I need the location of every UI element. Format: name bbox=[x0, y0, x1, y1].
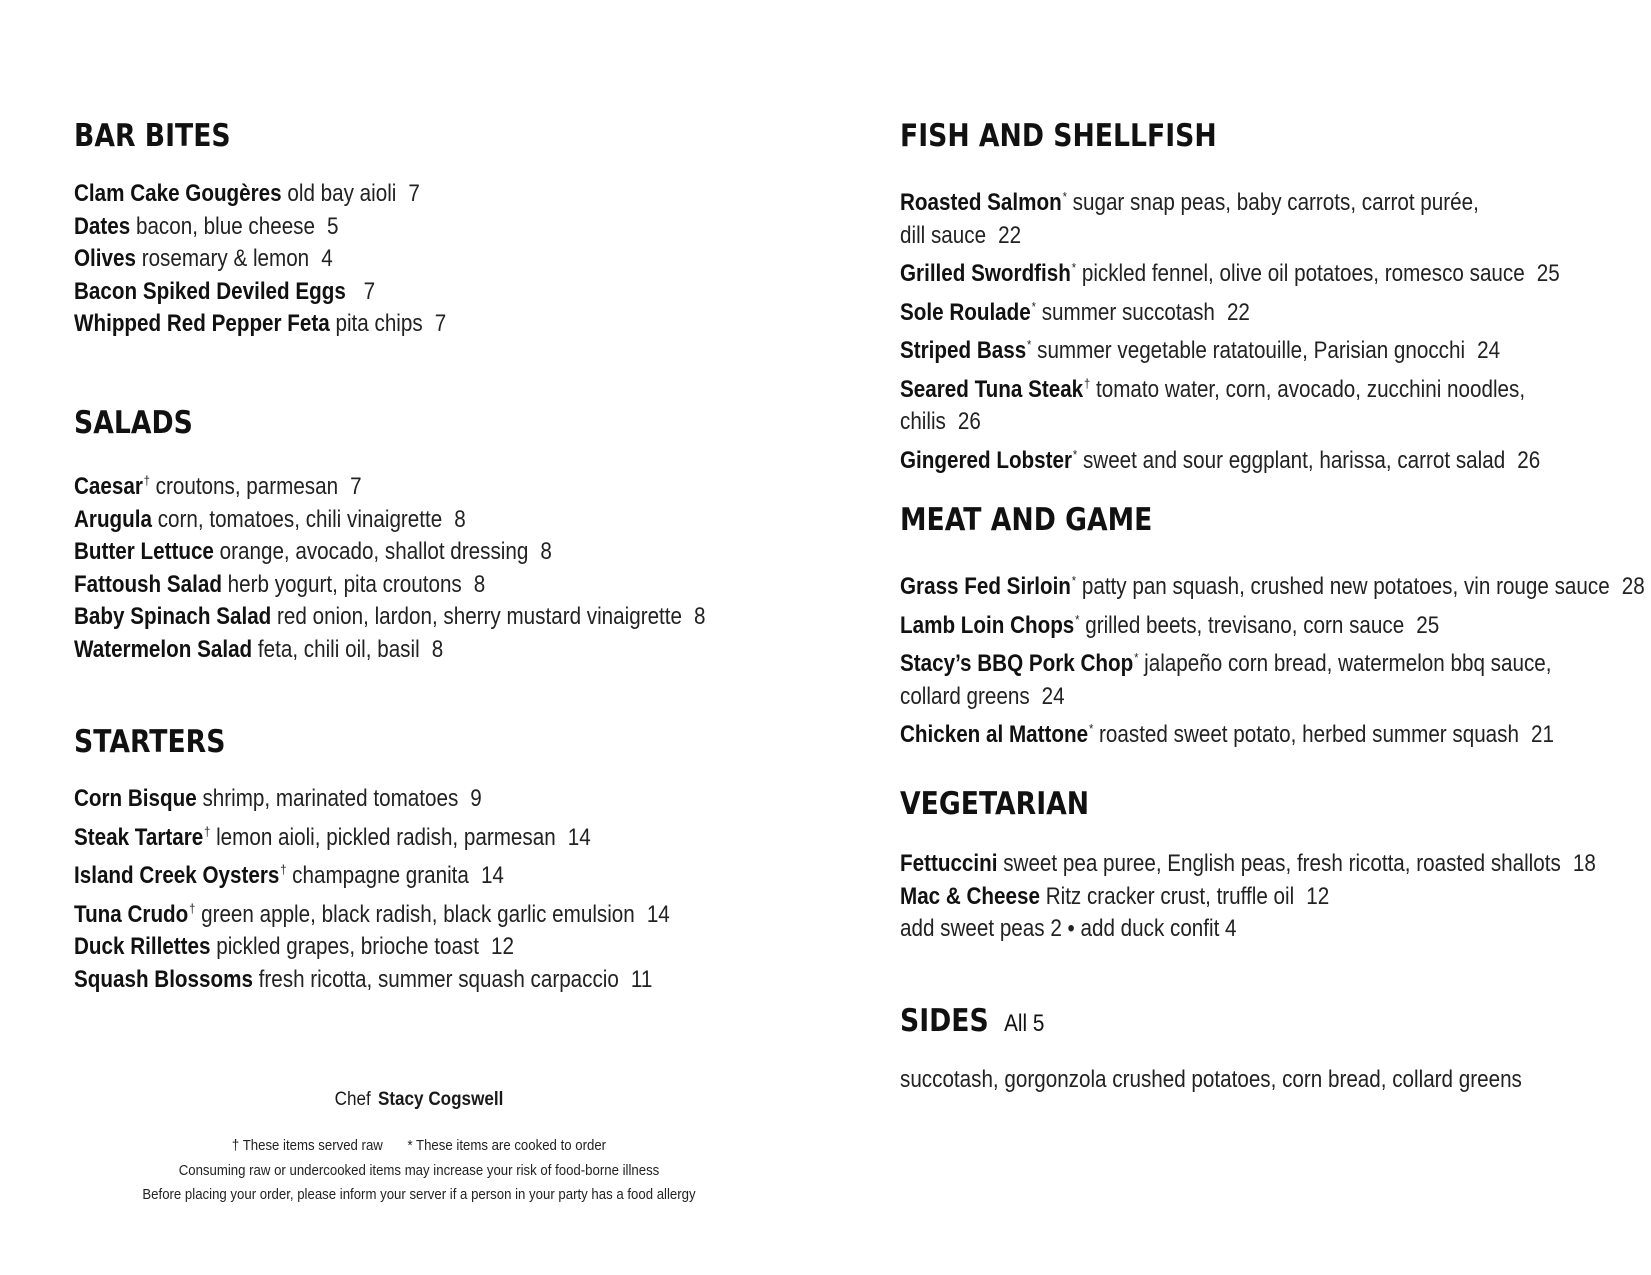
menu-item bbox=[74, 569, 706, 602]
menu-item-desc: roasted sweet potato, herbed summer squash bbox=[1099, 721, 1519, 748]
menu-item-name: Lamb Loin Chops bbox=[900, 611, 1075, 639]
menu-item bbox=[900, 713, 1645, 752]
menu-item-price: 4 bbox=[321, 245, 333, 272]
note-warning: Consuming raw or undercooked items may increase your risk of food-borne illness bbox=[178, 1161, 660, 1179]
sides-price: All 5 bbox=[1004, 1010, 1045, 1037]
menu-item bbox=[900, 329, 1560, 368]
menu-item-desc: sweet and sour eggplant, harissa, carrot salad bbox=[1082, 446, 1506, 474]
menu-item-mark: * bbox=[1071, 573, 1077, 588]
menu-item-mark: † bbox=[189, 900, 196, 916]
menu-item-desc: fresh ricotta, summer squash carpaccio bbox=[258, 965, 619, 993]
menu-item-mark: * bbox=[1075, 611, 1080, 627]
menu-item-desc: orange, avocado, shallot dressing bbox=[219, 538, 529, 565]
menu-item-name: Roasted Salmon bbox=[900, 189, 1062, 216]
menu-item-mark: * bbox=[1071, 260, 1077, 275]
menu-item bbox=[74, 634, 706, 667]
menu-item-price: 8 bbox=[431, 635, 444, 663]
note-legend bbox=[115, 1134, 722, 1159]
section-heading-salads: SALADS bbox=[74, 405, 193, 441]
vegetarian-list bbox=[900, 848, 1651, 946]
menu-item-desc: herb yogurt, pita croutons bbox=[227, 570, 462, 598]
menu-item-price: 24 bbox=[1477, 337, 1501, 364]
menu-item bbox=[900, 252, 1560, 291]
menu-item-price: 24 bbox=[1041, 682, 1065, 710]
menu-item-name: Seared Tuna Steak bbox=[900, 375, 1084, 403]
menu-item-name: Tuna Crudo bbox=[74, 900, 189, 928]
menu-item-price: 25 bbox=[1536, 260, 1560, 287]
menu-item bbox=[900, 642, 1645, 681]
sides-text: succotash, gorgonzola crushed potatoes, corn bread, collard greens bbox=[900, 1066, 1522, 1093]
menu-item-desc: croutons, parmesan bbox=[155, 473, 339, 500]
menu-item-price: 8 bbox=[540, 538, 552, 565]
note-raw: † These items served raw bbox=[231, 1137, 383, 1154]
menu-item-price: 26 bbox=[1517, 446, 1541, 474]
menu-item-price: 14 bbox=[480, 862, 504, 889]
menu-item-price: 7 bbox=[363, 277, 376, 305]
menu-item-mark: * bbox=[1088, 721, 1094, 736]
menu-item-desc: bacon, blue cheese bbox=[135, 212, 315, 240]
menu-item-desc: shrimp, marinated tomatoes bbox=[202, 785, 459, 812]
menu-item bbox=[74, 783, 670, 816]
menu-item bbox=[74, 211, 446, 244]
menu-item bbox=[900, 913, 1596, 946]
menu-item-desc: tomato water, corn, avocado, zucchini noodles, bbox=[1095, 375, 1526, 403]
menu-item-price: 5 bbox=[327, 212, 339, 240]
menu-item-desc: corn, tomatoes, chili vinaigrette bbox=[157, 505, 443, 533]
menu-item-price: 11 bbox=[630, 965, 653, 993]
menu-item-name: Island Creek Oysters bbox=[74, 862, 280, 889]
section-heading-vegetarian: VEGETARIAN bbox=[900, 786, 1090, 822]
menu-item bbox=[74, 816, 670, 855]
menu-item-name: Watermelon Salad bbox=[74, 635, 253, 663]
chef-name: Stacy Cogswell bbox=[377, 1089, 504, 1110]
menu-item-desc: pita chips bbox=[335, 310, 423, 337]
section-heading-bar-bites: BAR BITES bbox=[74, 118, 231, 154]
menu-item-price: 22 bbox=[998, 221, 1022, 249]
menu-item-mark: * bbox=[1072, 446, 1078, 462]
chef-credit bbox=[109, 1089, 730, 1111]
menu-item-desc: Ritz cracker crust, truffle oil bbox=[1045, 882, 1295, 910]
menu-item-name: Fettuccini bbox=[900, 850, 998, 877]
sides-title: SIDES bbox=[900, 1003, 989, 1039]
menu-item-desc: rosemary & lemon bbox=[141, 245, 310, 272]
menu-item-name: Steak Tartare bbox=[74, 823, 204, 851]
menu-item bbox=[74, 854, 670, 893]
note-allergy: Before placing your order, please inform your server if a person in your party has a food allergy bbox=[142, 1186, 696, 1203]
menu-item-desc: add sweet peas 2 • add duck confit 4 bbox=[900, 915, 1237, 942]
menu-item bbox=[74, 893, 670, 932]
menu-item bbox=[74, 243, 446, 276]
menu-item-price: 12 bbox=[491, 933, 514, 960]
menu-item-mark: † bbox=[204, 823, 211, 839]
menu-item bbox=[74, 178, 446, 211]
meat-list bbox=[900, 565, 1651, 752]
menu-item-price: 22 bbox=[1226, 298, 1250, 326]
section-heading-meat: MEAT AND GAME bbox=[900, 502, 1153, 538]
menu-item-name: Gingered Lobster bbox=[900, 446, 1073, 474]
fish-list bbox=[900, 181, 1651, 477]
menu-item-price: 7 bbox=[350, 473, 362, 500]
menu-item-price: 21 bbox=[1531, 721, 1554, 748]
menu-item-name: Caesar bbox=[74, 473, 143, 500]
menu-item-name: Duck Rillettes bbox=[74, 933, 211, 960]
menu-item-name: Corn Bisque bbox=[74, 785, 197, 812]
menu-item-price: 26 bbox=[957, 408, 981, 435]
menu-item-price: 7 bbox=[408, 180, 420, 207]
menu-item-mark: † bbox=[280, 862, 287, 877]
menu-item bbox=[900, 368, 1560, 407]
section-heading-fish: FISH AND SHELLFISH bbox=[900, 118, 1217, 154]
menu-item bbox=[900, 439, 1560, 478]
menu-item bbox=[900, 565, 1645, 604]
menu-item bbox=[900, 848, 1596, 881]
salads-list bbox=[74, 465, 808, 666]
menu-item-mark: * bbox=[1027, 337, 1032, 352]
menu-item-name: Grass Fed Sirloin bbox=[900, 573, 1071, 600]
menu-item bbox=[74, 504, 706, 537]
menu-item bbox=[900, 881, 1596, 914]
menu-item-desc: feta, chili oil, basil bbox=[257, 635, 420, 663]
menu-item-name: Clam Cake Gougères bbox=[74, 180, 282, 207]
menu-item bbox=[74, 601, 706, 634]
menu-item-desc: red onion, lardon, sherry mustard vinaigrette bbox=[277, 603, 683, 630]
menu-item bbox=[74, 536, 706, 569]
menu-item bbox=[74, 931, 670, 964]
menu-item-price: 18 bbox=[1572, 850, 1596, 877]
menu-item-name: Bacon Spiked Deviled Eggs bbox=[74, 277, 346, 305]
menu-item-name: Striped Bass bbox=[900, 337, 1027, 364]
menu-item bbox=[74, 276, 446, 309]
menu-item-price: 7 bbox=[434, 310, 447, 337]
menu-item-price: 12 bbox=[1306, 882, 1330, 910]
menu-item-name: Whipped Red Pepper Feta bbox=[74, 310, 330, 337]
menu-item-name: Stacy’s BBQ Pork Chop bbox=[900, 650, 1134, 677]
menu-item-name: Baby Spinach Salad bbox=[74, 603, 272, 630]
starters-list bbox=[74, 783, 767, 996]
menu-item-price: 25 bbox=[1416, 611, 1440, 639]
menu-item-price: 28 bbox=[1621, 573, 1645, 600]
menu-item-price: 14 bbox=[567, 823, 591, 851]
menu-item-desc: patty pan squash, crushed new potatoes, vin rouge sauce bbox=[1081, 573, 1610, 600]
menu-item-desc: sugar snap peas, baby carrots, carrot purée, bbox=[1072, 189, 1479, 216]
menu-item-mark: * bbox=[1062, 189, 1067, 204]
bar-bites-list bbox=[74, 178, 507, 341]
chef-label: Chef bbox=[334, 1089, 371, 1110]
menu-notes bbox=[74, 1134, 764, 1208]
section-heading-starters: STARTERS bbox=[74, 724, 226, 760]
menu-item-desc: chilis bbox=[900, 408, 946, 435]
menu-item-desc: lemon aioli, pickled radish, parmesan bbox=[216, 823, 556, 851]
menu-item-name: Sole Roulade bbox=[900, 298, 1031, 326]
menu-item-mark: † bbox=[1084, 375, 1091, 391]
menu-item bbox=[900, 604, 1645, 643]
menu-item bbox=[900, 181, 1560, 220]
menu-item-desc: green apple, black radish, black garlic emulsion bbox=[201, 900, 635, 928]
menu-item bbox=[900, 406, 1560, 439]
menu-item bbox=[900, 681, 1645, 714]
menu-item-price: 8 bbox=[454, 505, 466, 533]
menu-item-desc: summer vegetable ratatouille, Parisian gnocchi bbox=[1037, 337, 1466, 364]
menu-item-name: Squash Blossoms bbox=[74, 965, 253, 993]
note-cooked: * These items are cooked to order bbox=[407, 1137, 607, 1154]
menu-item-name: Arugula bbox=[74, 505, 152, 533]
menu-item-desc: sweet pea puree, English peas, fresh ricotta, roasted shallots bbox=[1003, 850, 1561, 877]
menu-item-name: Butter Lettuce bbox=[74, 538, 214, 565]
menu-item-mark: * bbox=[1134, 650, 1139, 665]
menu-item-desc: champagne granita bbox=[292, 862, 469, 889]
menu-item-price: 8 bbox=[694, 603, 706, 630]
menu-item-name: Chicken al Mattone bbox=[900, 721, 1089, 748]
menu-item bbox=[900, 291, 1560, 330]
menu-item-name: Dates bbox=[74, 212, 131, 240]
menu-item bbox=[74, 964, 670, 997]
menu-item-desc: dill sauce bbox=[900, 221, 987, 249]
menu-item-name: Grilled Swordfish bbox=[900, 260, 1071, 287]
menu-item-desc: pickled grapes, brioche toast bbox=[216, 933, 479, 960]
menu-item bbox=[74, 465, 706, 504]
menu-item-desc: summer succotash bbox=[1041, 298, 1215, 326]
menu-item-desc: pickled fennel, olive oil potatoes, romesco sauce bbox=[1081, 260, 1525, 287]
menu-item-price: 8 bbox=[473, 570, 486, 598]
menu-item-mark: † bbox=[143, 473, 150, 488]
menu-item-name: Mac & Cheese bbox=[900, 882, 1040, 910]
menu-item-mark: * bbox=[1031, 298, 1036, 314]
menu-item-desc: old bay aioli bbox=[287, 180, 397, 207]
menu-item bbox=[74, 308, 446, 341]
menu-item bbox=[900, 220, 1560, 253]
menu-item-desc: grilled beets, trevisano, corn sauce bbox=[1085, 611, 1405, 639]
menu-item-name: Fattoush Salad bbox=[74, 570, 222, 598]
menu-item-price: 9 bbox=[470, 785, 482, 812]
menu-item-price: 14 bbox=[646, 900, 670, 928]
menu-item-desc: jalapeño corn bread, watermelon bbq sauce, bbox=[1144, 650, 1552, 677]
menu-item-desc: collard greens bbox=[900, 682, 1030, 710]
menu-item-name: Olives bbox=[74, 245, 136, 272]
section-heading-sides bbox=[900, 1003, 1044, 1039]
